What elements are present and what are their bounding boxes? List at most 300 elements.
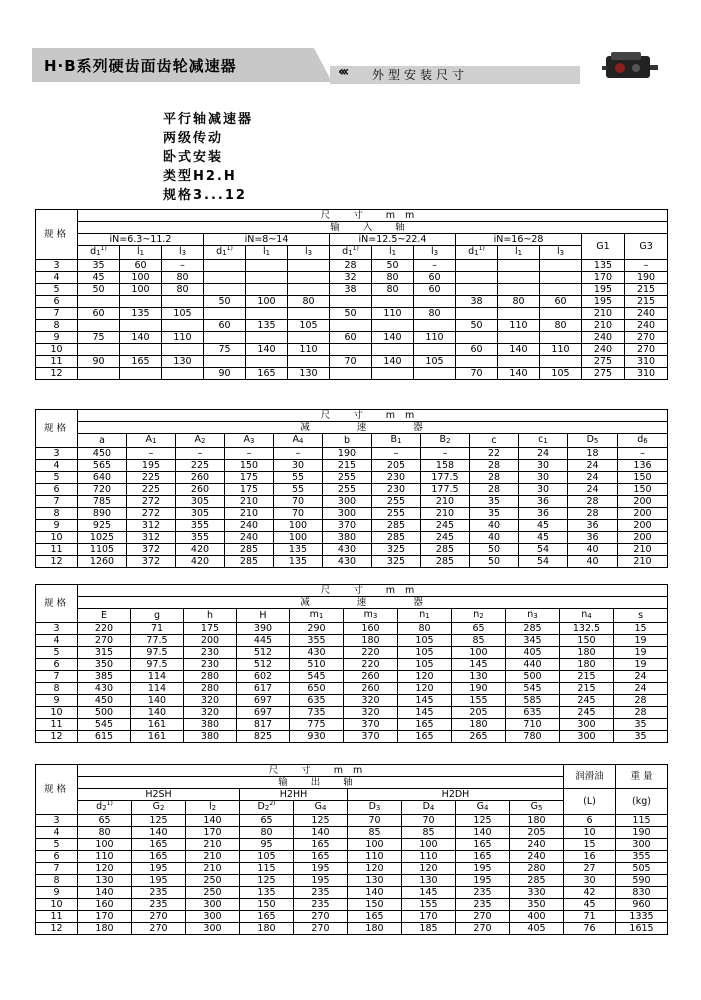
value-cell: [372, 320, 414, 332]
col-header: E: [78, 609, 131, 623]
value-cell: 205: [510, 827, 564, 839]
col-header: G4: [294, 801, 348, 815]
value-cell: 310: [625, 368, 668, 380]
value-cell: 80: [372, 284, 414, 296]
value-cell: 240: [510, 851, 564, 863]
value-cell: 40: [568, 556, 618, 568]
value-cell: 285: [506, 623, 560, 635]
size-cell: 5: [36, 284, 78, 296]
value-cell: 30: [564, 875, 616, 887]
size-cell: 6: [36, 296, 78, 308]
value-cell: 255: [372, 496, 421, 508]
value-cell: 135: [274, 544, 323, 556]
value-cell: [246, 272, 288, 284]
value-cell: 430: [323, 544, 372, 556]
value-cell: 136: [618, 460, 668, 472]
size-cell: 8: [36, 683, 78, 695]
value-cell: 275: [582, 356, 625, 368]
value-cell: 635: [506, 707, 560, 719]
value-cell: 310: [625, 356, 668, 368]
value-cell: 210: [225, 496, 274, 508]
value-cell: 140: [120, 332, 162, 344]
value-cell: 120: [348, 863, 402, 875]
value-cell: 177.5: [421, 472, 470, 484]
size-cell: 12: [36, 731, 78, 743]
col-header: A4: [274, 434, 323, 448]
value-cell: 110: [414, 332, 456, 344]
value-cell: 240: [225, 520, 274, 532]
value-cell: [498, 284, 540, 296]
value-cell: 300: [560, 719, 614, 731]
size-cell: 3: [36, 260, 78, 272]
value-cell: 195: [132, 863, 186, 875]
value-cell: 180: [348, 923, 402, 935]
size-cell: 7: [36, 863, 78, 875]
value-cell: 10: [564, 827, 616, 839]
col-header: G2: [132, 801, 186, 815]
size-cell: 3: [36, 623, 78, 635]
value-cell: 215: [625, 284, 668, 296]
value-cell: 130: [288, 368, 330, 380]
col-header: n1: [398, 609, 452, 623]
value-cell: 240: [625, 320, 668, 332]
value-cell: 19: [614, 647, 668, 659]
value-cell: 70: [330, 356, 372, 368]
value-cell: 60: [78, 308, 120, 320]
table-title: 尺 寸 mm: [78, 765, 564, 777]
ratio-group: iN=6.3~11.2: [78, 234, 204, 246]
table-body: [36, 815, 668, 935]
value-cell: 15: [564, 839, 616, 851]
output-shaft-table: [35, 764, 668, 935]
value-cell: 140: [456, 827, 510, 839]
value-cell: [540, 332, 582, 344]
size-label: 规格: [36, 585, 78, 623]
value-cell: [162, 296, 204, 308]
model-group: H2DH: [348, 789, 564, 801]
value-cell: [540, 356, 582, 368]
value-cell: [204, 284, 246, 296]
value-cell: 125: [294, 815, 348, 827]
heading-stages: 两级传动: [163, 131, 224, 146]
value-cell: 80: [372, 272, 414, 284]
value-cell: 235: [294, 899, 348, 911]
value-cell: 290: [290, 623, 344, 635]
col-header: D3: [348, 801, 402, 815]
col-header: l1: [498, 246, 540, 260]
table-row: [36, 623, 668, 635]
value-cell: 24: [568, 460, 618, 472]
value-cell: 50: [372, 260, 414, 272]
value-cell: 390: [237, 623, 290, 635]
column-header-row: [36, 434, 668, 448]
col-header: n4: [560, 609, 614, 623]
value-cell: 780: [506, 731, 560, 743]
value-cell: 240: [625, 308, 668, 320]
value-cell: [288, 260, 330, 272]
value-cell: 100: [246, 296, 288, 308]
model-group: H2HH: [240, 789, 348, 801]
col-header: h: [184, 609, 237, 623]
value-cell: 135: [240, 887, 294, 899]
column-header-row: [36, 246, 668, 260]
value-cell: 80: [498, 296, 540, 308]
value-cell: 140: [132, 827, 186, 839]
value-cell: 210: [186, 839, 240, 851]
value-cell: 1335: [616, 911, 668, 923]
size-cell: 8: [36, 508, 78, 520]
table-row: [36, 839, 668, 851]
value-cell: 125: [132, 815, 186, 827]
value-cell: 270: [625, 332, 668, 344]
table-row: [36, 544, 668, 556]
value-cell: 210: [618, 556, 668, 568]
value-cell: 130: [452, 671, 506, 683]
table-row: [36, 508, 668, 520]
size-cell: 9: [36, 332, 78, 344]
value-cell: 320: [344, 695, 398, 707]
value-cell: 110: [498, 320, 540, 332]
value-cell: 250: [186, 875, 240, 887]
size-cell: 3: [36, 448, 78, 460]
size-cell: 7: [36, 308, 78, 320]
value-cell: 930: [290, 731, 344, 743]
value-cell: [78, 320, 120, 332]
value-cell: 590: [616, 875, 668, 887]
value-cell: 97.5: [131, 659, 184, 671]
col-header: d6: [618, 434, 668, 448]
value-cell: 120: [78, 863, 132, 875]
value-cell: [540, 308, 582, 320]
value-cell: [372, 296, 414, 308]
value-cell: 285: [372, 520, 421, 532]
value-cell: 80: [414, 308, 456, 320]
value-cell: 285: [225, 556, 274, 568]
gearbox-icon: [602, 48, 660, 84]
value-cell: 205: [452, 707, 506, 719]
value-cell: 65: [78, 815, 132, 827]
value-cell: [414, 344, 456, 356]
ratio-group: iN=8~14: [204, 234, 330, 246]
size-cell: 4: [36, 272, 78, 284]
value-cell: 372: [127, 544, 176, 556]
value-cell: 370: [323, 520, 372, 532]
value-cell: 75: [204, 344, 246, 356]
value-cell: 195: [456, 875, 510, 887]
table-row: [36, 368, 668, 380]
value-cell: 270: [294, 911, 348, 923]
value-cell: [120, 296, 162, 308]
size-cell: 12: [36, 368, 78, 380]
value-cell: 38: [456, 296, 498, 308]
table-row: [36, 863, 668, 875]
value-cell: 180: [240, 923, 294, 935]
value-cell: [288, 272, 330, 284]
table-row: [36, 532, 668, 544]
value-cell: 110: [402, 851, 456, 863]
value-cell: 200: [618, 496, 668, 508]
value-cell: 80: [78, 827, 132, 839]
value-cell: 220: [344, 647, 398, 659]
col-header: l1: [372, 246, 414, 260]
value-cell: 312: [127, 520, 176, 532]
value-cell: 195: [582, 296, 625, 308]
value-cell: 450: [78, 448, 127, 460]
value-cell: 175: [184, 623, 237, 635]
value-cell: 215: [560, 683, 614, 695]
value-cell: 180: [560, 659, 614, 671]
value-cell: 110: [540, 344, 582, 356]
table-row: [36, 695, 668, 707]
value-cell: 35: [614, 731, 668, 743]
value-cell: 114: [131, 671, 184, 683]
value-cell: 100: [348, 839, 402, 851]
value-cell: [372, 344, 414, 356]
value-cell: 200: [618, 520, 668, 532]
value-cell: [540, 284, 582, 296]
size-cell: 11: [36, 719, 78, 731]
value-cell: [372, 368, 414, 380]
value-cell: 320: [344, 707, 398, 719]
size-cell: 10: [36, 532, 78, 544]
table-row: [36, 320, 668, 332]
value-cell: 210: [225, 508, 274, 520]
value-cell: 140: [372, 332, 414, 344]
value-cell: 175: [225, 472, 274, 484]
value-cell: 185: [402, 923, 456, 935]
value-cell: 300: [323, 508, 372, 520]
value-cell: 145: [402, 887, 456, 899]
value-cell: 145: [398, 695, 452, 707]
value-cell: [120, 344, 162, 356]
value-cell: 40: [470, 532, 519, 544]
value-cell: 28: [568, 496, 618, 508]
value-cell: 145: [398, 707, 452, 719]
value-cell: 158: [421, 460, 470, 472]
value-cell: 175: [225, 484, 274, 496]
value-cell: 195: [132, 875, 186, 887]
value-cell: [456, 272, 498, 284]
value-cell: 240: [582, 332, 625, 344]
value-cell: 230: [372, 472, 421, 484]
value-cell: 28: [330, 260, 372, 272]
table-row: [36, 815, 668, 827]
chevrons-icon: ‹‹‹: [338, 64, 347, 80]
size-cell: 6: [36, 851, 78, 863]
value-cell: [246, 308, 288, 320]
value-cell: 50: [456, 320, 498, 332]
value-cell: 110: [78, 851, 132, 863]
size-cell: 7: [36, 671, 78, 683]
table-row: [36, 731, 668, 743]
value-cell: 130: [78, 875, 132, 887]
value-cell: 32: [330, 272, 372, 284]
value-cell: [498, 272, 540, 284]
value-cell: 250: [186, 887, 240, 899]
page-subtitle: 外型安装尺寸: [372, 68, 469, 82]
value-cell: 120: [398, 671, 452, 683]
value-cell: 817: [237, 719, 290, 731]
value-cell: 650: [290, 683, 344, 695]
value-cell: [288, 308, 330, 320]
size-label: 规格: [36, 410, 78, 448]
value-cell: 105: [414, 356, 456, 368]
value-cell: 36: [568, 532, 618, 544]
value-cell: 165: [132, 851, 186, 863]
value-cell: [204, 260, 246, 272]
value-cell: 240: [225, 532, 274, 544]
value-cell: [78, 368, 120, 380]
value-cell: 510: [290, 659, 344, 671]
value-cell: 640: [78, 472, 127, 484]
value-cell: 150: [560, 635, 614, 647]
table-title: 尺 寸 mm: [78, 410, 668, 422]
size-cell: 11: [36, 911, 78, 923]
value-cell: 40: [568, 544, 618, 556]
size-cell: 5: [36, 839, 78, 851]
value-cell: 85: [402, 827, 456, 839]
table-row: [36, 308, 668, 320]
value-cell: 300: [616, 839, 668, 851]
value-cell: 105: [398, 635, 452, 647]
value-cell: 420: [176, 556, 225, 568]
table-row: [36, 719, 668, 731]
value-cell: 385: [78, 671, 131, 683]
value-cell: 635: [290, 695, 344, 707]
value-cell: 36: [519, 496, 568, 508]
value-cell: 372: [127, 556, 176, 568]
value-cell: 60: [414, 284, 456, 296]
value-cell: 135: [582, 260, 625, 272]
value-cell: 19: [614, 635, 668, 647]
table-row: [36, 899, 668, 911]
value-cell: 312: [127, 532, 176, 544]
value-cell: [204, 332, 246, 344]
value-cell: 150: [618, 472, 668, 484]
col-header: m1: [290, 609, 344, 623]
value-cell: 260: [176, 484, 225, 496]
value-cell: 545: [506, 683, 560, 695]
size-cell: 12: [36, 923, 78, 935]
value-cell: 28: [470, 484, 519, 496]
value-cell: 430: [290, 647, 344, 659]
value-cell: 195: [127, 460, 176, 472]
table-row: [36, 827, 668, 839]
value-cell: 16: [564, 851, 616, 863]
table-row: [36, 448, 668, 460]
value-cell: 190: [616, 827, 668, 839]
value-cell: [498, 308, 540, 320]
value-cell: 180: [344, 635, 398, 647]
col-header: G4: [456, 801, 510, 815]
value-cell: 180: [510, 815, 564, 827]
value-cell: 190: [452, 683, 506, 695]
value-cell: 105: [398, 647, 452, 659]
value-cell: 85: [348, 827, 402, 839]
value-cell: 105: [398, 659, 452, 671]
value-cell: 200: [618, 532, 668, 544]
value-cell: 45: [564, 899, 616, 911]
value-cell: 890: [78, 508, 127, 520]
value-cell: 315: [78, 647, 131, 659]
value-cell: [456, 332, 498, 344]
col-header: b: [323, 434, 372, 448]
value-cell: 1615: [616, 923, 668, 935]
value-cell: 70: [456, 368, 498, 380]
column-header-row: [36, 609, 668, 623]
table-body: [36, 260, 668, 380]
value-cell: 35: [78, 260, 120, 272]
weight-label: 重 量: [616, 765, 668, 789]
value-cell: [330, 320, 372, 332]
table-subtitle: 输 出 轴: [78, 777, 564, 789]
value-cell: 235: [294, 887, 348, 899]
value-cell: 120: [402, 863, 456, 875]
value-cell: 280: [184, 671, 237, 683]
oil-label: 润滑油: [564, 765, 616, 789]
value-cell: –: [225, 448, 274, 460]
value-cell: 285: [510, 875, 564, 887]
value-cell: 140: [294, 827, 348, 839]
value-cell: –: [421, 448, 470, 460]
value-cell: 220: [344, 659, 398, 671]
value-cell: 150: [618, 484, 668, 496]
value-cell: 235: [132, 899, 186, 911]
value-cell: 180: [78, 923, 132, 935]
reducer-table-1: [35, 409, 668, 568]
value-cell: 135: [274, 556, 323, 568]
value-cell: 380: [184, 731, 237, 743]
value-cell: 70: [274, 508, 323, 520]
value-cell: 36: [519, 508, 568, 520]
value-cell: 140: [348, 887, 402, 899]
value-cell: 230: [372, 484, 421, 496]
value-cell: 255: [323, 484, 372, 496]
value-cell: 135: [120, 308, 162, 320]
value-cell: 80: [240, 827, 294, 839]
size-cell: 10: [36, 899, 78, 911]
col-header: D2$^{2)}$: [240, 801, 294, 815]
value-cell: [414, 296, 456, 308]
value-cell: 370: [344, 731, 398, 743]
value-cell: 165: [456, 839, 510, 851]
table-row: [36, 887, 668, 899]
value-cell: 255: [323, 472, 372, 484]
table-row: [36, 635, 668, 647]
value-cell: 545: [78, 719, 131, 731]
value-cell: 55: [274, 472, 323, 484]
value-cell: 545: [290, 671, 344, 683]
value-cell: 170: [186, 827, 240, 839]
table-row: [36, 496, 668, 508]
value-cell: 405: [506, 647, 560, 659]
size-cell: 9: [36, 520, 78, 532]
value-cell: [330, 368, 372, 380]
table-row: [36, 851, 668, 863]
value-cell: 345: [506, 635, 560, 647]
value-cell: 45: [78, 272, 120, 284]
col-header: l1: [120, 246, 162, 260]
value-cell: 710: [506, 719, 560, 731]
value-cell: –: [127, 448, 176, 460]
value-cell: 370: [344, 719, 398, 731]
value-cell: 105: [162, 308, 204, 320]
value-cell: 225: [127, 472, 176, 484]
table-title: 尺 寸 mm: [78, 210, 668, 222]
table-row: [36, 460, 668, 472]
value-cell: 300: [560, 731, 614, 743]
value-cell: 177.5: [421, 484, 470, 496]
